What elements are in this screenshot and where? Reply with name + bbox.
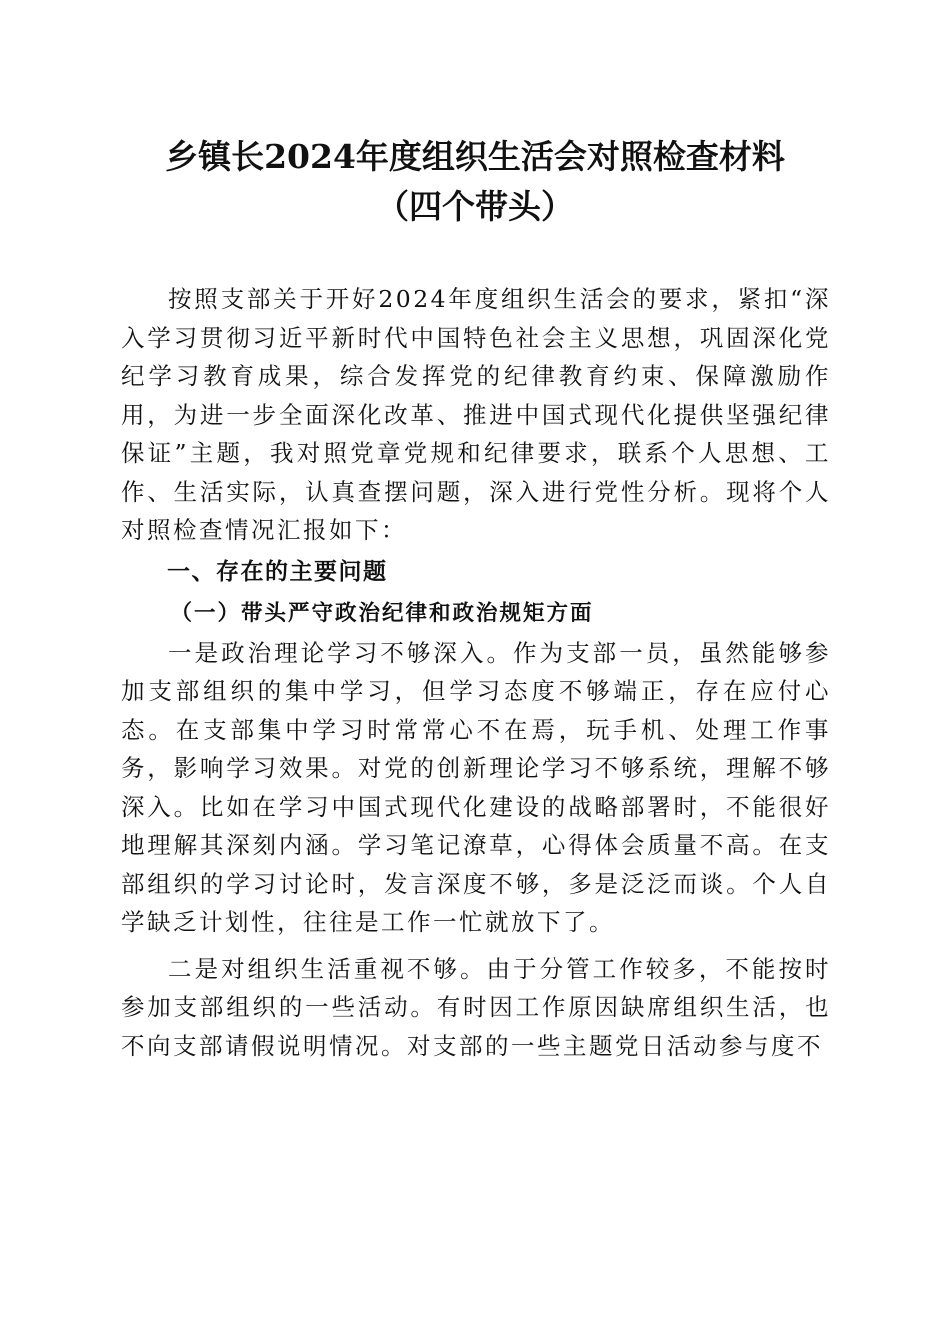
point-1-paragraph xyxy=(121,634,831,942)
document-body xyxy=(121,280,831,1065)
document-title xyxy=(0,132,950,232)
intro-paragraph: 按照支部关于开好2024年度组织生活会的要求，紧扣“深入学习贯彻习近平新时代中国特色社会主义思想，巩固深化党纪学习教育成果，综合发挥党的纪律教育约束、保障激励作用，为进一步全面深化改革、推进中国式现代化提供坚强纪律保证”主题，我对照党章党规和纪律要求，联系个人思想、工作、生活实际，认真查摆问题，深入进行党性分析。现将个人对照检查情况汇报如下： xyxy=(121,285,831,544)
point-1-lead: 一是政治理论学习不够深入。 xyxy=(168,638,514,667)
title-line-1: 乡镇长2024年度组织生活会对照检查材料 xyxy=(165,137,785,176)
point-1-body: 作为支部一员，虽然能够参加支部组织的集中学习，但学习态度不够端正，存在应付心态。在支部集中学习时常常心不在焉，玩手机、处理工作事务，影响学习效果。对党的创新理论学习不够系统，理解不够深入。比如在学习中国式现代化建设的战略部署时，不能很好地理解其深刻内涵。学习笔记潦草，心得体会质量不高。在支部组织的学习讨论时，发言深度不够，多是泛泛而谈。个人自学缺乏计划性，往往是工作一忙就放下了。 xyxy=(121,638,832,936)
title-line-2: （四个带头） xyxy=(376,187,574,226)
point-2-body: 由于分管工作较多，不能按时参加支部组织的一些活动。有时因工作原因缺席组织生活，也不向支部请假说明情况。对支部的一些主题党日活动参与度不 xyxy=(121,954,831,1060)
point-2-lead: 二是对组织生活重视不够。 xyxy=(168,954,487,983)
point-2-paragraph xyxy=(121,950,831,1066)
subsection-heading-political-discipline: （一）带头严守政治纪律和政治规矩方面 xyxy=(170,600,594,626)
paragraph-gap xyxy=(121,942,831,950)
section-heading-problems: 一、存在的主要问题 xyxy=(167,558,388,585)
